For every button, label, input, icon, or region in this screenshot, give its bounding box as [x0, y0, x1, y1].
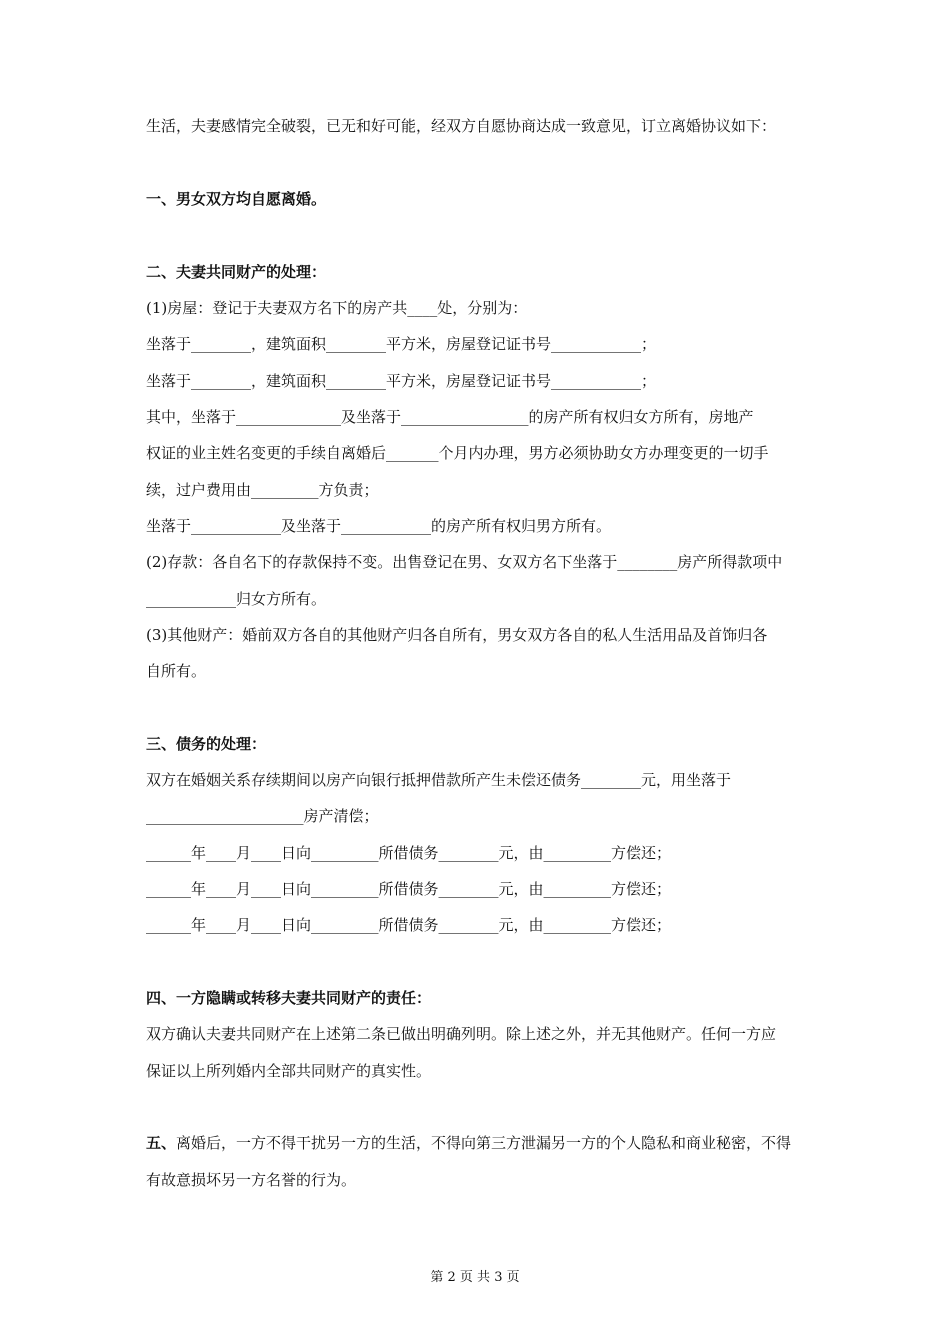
section-4-line-1: 双方确认夫妻共同财产在上述第二条已做出明确列明。除上述之外，并无其他财产。任何一方应: [146, 1025, 777, 1043]
section-3-line-3: ______年____月____日向_________所借债务________元，由_________方偿还；: [146, 844, 672, 862]
section-2-line-8: (2)存款：各自名下的存款保持不变。出售登记在男、女双方名下坐落于________房产所得款项中: [146, 553, 783, 571]
section-3-heading: 三、债务的处理：: [146, 735, 267, 753]
section-2-line-10: (3)其他财产：婚前双方各自的其他财产归各自所有，男女双方各自的私人生活用品及首饰归各: [146, 626, 768, 644]
section-3-line-2: _____________________房产清偿；: [146, 807, 379, 825]
section-3-line-1: 双方在婚姻关系存续期间以房产向银行抵押借款所产生未偿还债务________元，用坐落于: [146, 771, 732, 789]
section-2-line-4: 其中，坐落于______________及坐落于_________________的房产所有权归女方所有，房地产: [146, 408, 754, 426]
section-5-line-2: 有故意损坏另一方名誉的行为。: [146, 1171, 357, 1189]
section-1-heading: 一、男女双方均自愿离婚。: [146, 190, 327, 208]
page-footer: 第 2 页 共 3 页: [430, 1270, 520, 1285]
section-2-line-5: 权证的业主姓名变更的手续自离婚后_______个月内办理，男方必须协助女方办理变更的一切手: [146, 444, 769, 462]
section-5-line-1: [146, 1133, 810, 1153]
section-3-line-4: ______年____月____日向_________所借债务________元，由_________方偿还；: [146, 880, 672, 898]
section-2-line-11: 自所有。: [146, 662, 207, 680]
section-2-heading: 二、夫妻共同财产的处理：: [146, 263, 327, 281]
section-2-line-9: ____________归女方所有。: [146, 590, 327, 608]
section-4-line-2: 保证以上所列婚内全部共同财产的真实性。: [146, 1062, 432, 1080]
section-5-text: 离婚后，一方不得干扰另一方的生活，不得向第三方泄漏另一方的个人隐私和商业秘密，不得: [176, 1134, 792, 1152]
intro-paragraph: 生活，夫妻感情完全破裂，已无和好可能，经双方自愿协商达成一致意见，订立离婚协议如下：: [146, 117, 777, 135]
section-2-line-2: 坐落于________，建筑面积________平方米，房屋登记证书号____________；: [146, 335, 657, 353]
section-2-line-6: 续，过户费用由_________方负责；: [146, 481, 379, 499]
section-4-heading: 四、一方隐瞒或转移夫妻共同财产的责任：: [146, 989, 432, 1007]
section-5-lead: 五、: [146, 1134, 177, 1152]
section-2-line-3: 坐落于________，建筑面积________平方米，房屋登记证书号____________；: [146, 372, 657, 390]
section-2-line-7: 坐落于____________及坐落于____________的房产所有权归男方所有。: [146, 517, 612, 535]
section-3-line-5: ______年____月____日向_________所借债务________元，由_________方偿还；: [146, 916, 672, 934]
section-2-line-1: (1)房屋：登记于夫妻双方名下的房产共____处，分别为：: [146, 299, 528, 317]
